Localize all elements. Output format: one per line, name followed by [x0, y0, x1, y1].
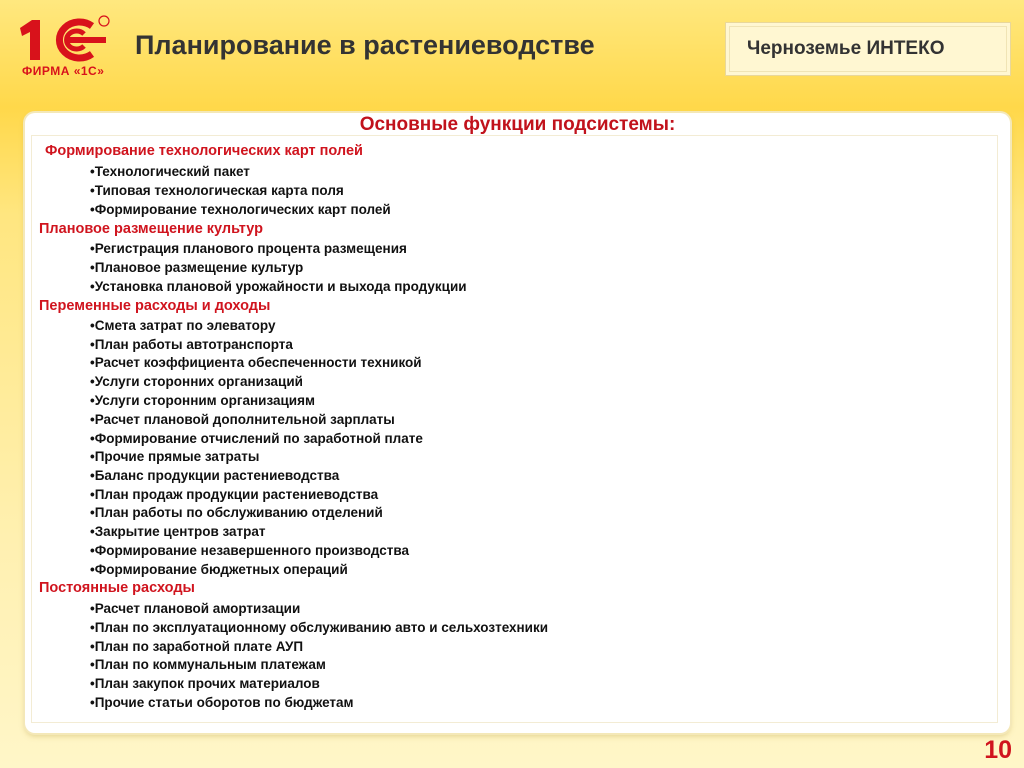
- list-item: •Услуги сторонним организациям: [90, 393, 315, 408]
- list-item: •Формирование отчислений по заработной плате: [90, 431, 423, 446]
- section-heading: Основные функции подсистемы:: [359, 114, 676, 135]
- client-name: Черноземье ИНТЕКО: [747, 38, 945, 59]
- page-number: 10: [984, 736, 1012, 764]
- list-item: •Плановое размещение культур: [90, 260, 304, 275]
- list-item: •Технологический пакет: [90, 164, 250, 179]
- list-item: •Расчет плановой дополнительной зарплаты: [90, 412, 395, 427]
- list-item: •Формирование незавершенного производства: [90, 543, 410, 558]
- list-item: •Баланс продукции растениеводства: [90, 468, 340, 483]
- company-logo: [14, 14, 114, 82]
- list-item: •Смета затрат по элеватору: [90, 318, 276, 333]
- logo-company-name: ФИРМА «1С»: [22, 64, 105, 78]
- list-item: •Прочие прямые затраты: [90, 449, 260, 464]
- list-item: •Типовая технологическая карта поля: [90, 183, 344, 198]
- list-item: •План по коммунальным платежам: [90, 657, 326, 672]
- list-item: •Услуги сторонних организаций: [90, 374, 303, 389]
- list-item: •Регистрация планового процента размещения: [90, 241, 407, 256]
- category-heading: Постоянные расходы: [39, 580, 195, 596]
- list-item: •План закупок прочих материалов: [90, 676, 320, 691]
- category-heading: Плановое размещение культур: [39, 221, 263, 237]
- list-item: •План работы автотранспорта: [90, 337, 293, 352]
- list-item: •Расчет плановой амортизации: [90, 601, 301, 616]
- list-item: •План по заработной плате АУП: [90, 639, 304, 654]
- list-item: •Расчет коэффициента обеспеченности техникой: [90, 355, 422, 370]
- list-item: •План работы по обслуживанию отделений: [90, 505, 383, 520]
- list-item: •Формирование бюджетных операций: [90, 562, 348, 577]
- list-item: •Установка плановой урожайности и выхода продукции: [90, 279, 467, 294]
- logo-1c-mark: [14, 14, 114, 64]
- list-item: •Прочие статьи оборотов по бюджетам: [90, 695, 354, 710]
- category-heading: Переменные расходы и доходы: [39, 298, 271, 314]
- category-heading: Формирование технологических карт полей: [45, 143, 363, 159]
- list-item: •План по эксплуатационному обслуживанию авто и сельхозтехники: [90, 620, 549, 635]
- client-badge: [725, 22, 1011, 76]
- list-item: •План продаж продукции растениеводства: [90, 487, 379, 502]
- list-item: •Формирование технологических карт полей: [90, 202, 391, 217]
- content-panel: [25, 113, 1010, 733]
- page-title: Планирование в растениеводстве: [135, 30, 595, 60]
- list-item: •Закрытие центров затрат: [90, 524, 266, 539]
